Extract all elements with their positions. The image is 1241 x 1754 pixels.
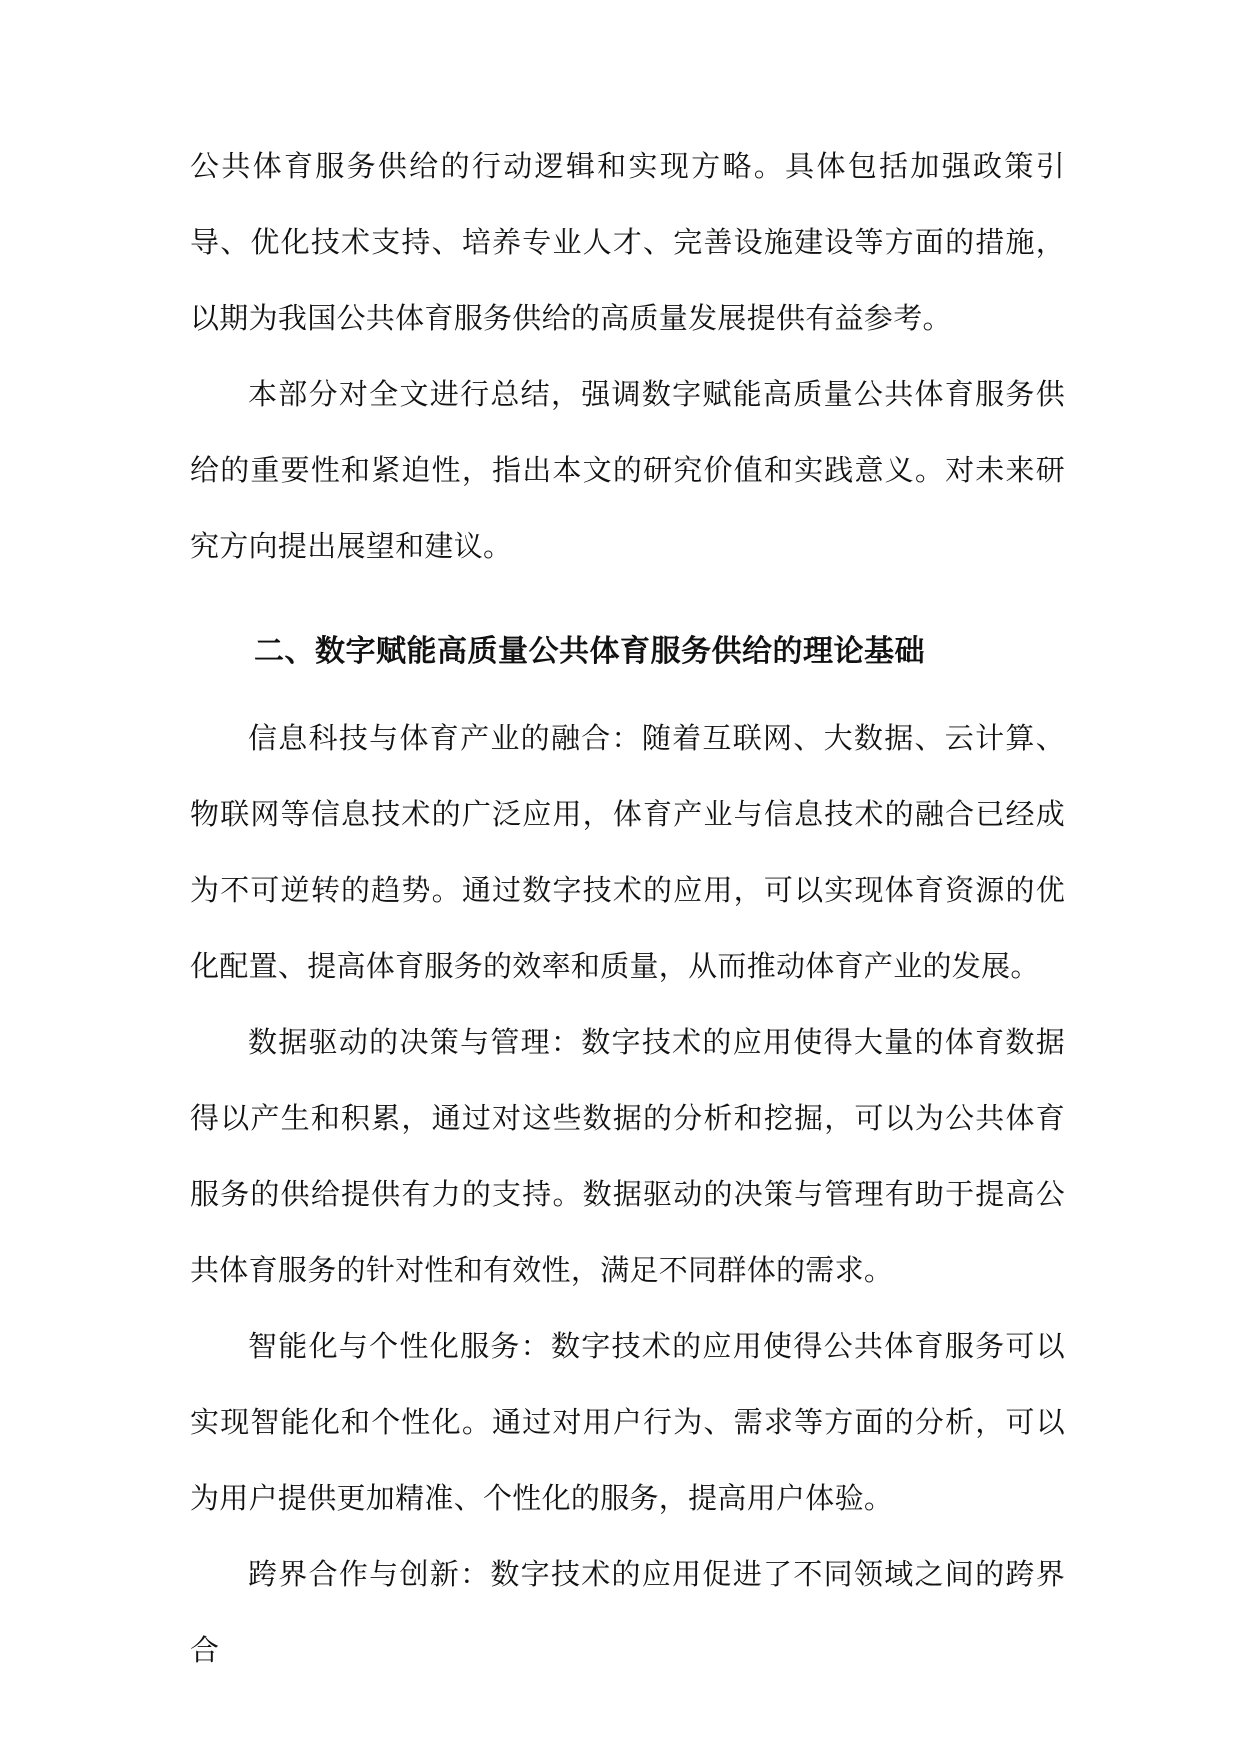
paragraph-intro-continuation: 公共体育服务供给的行动逻辑和实现方略。具体包括加强政策引导、优化技术支持、培养专业人才、完善设施建设等方面的措施，以期为我国公共体育服务供给的高质量发展提供有益参考。 (190, 149, 1065, 335)
document-body (190, 128, 1065, 1688)
paragraph-data-driven: 数据驱动的决策与管理：数字技术的应用使得大量的体育数据得以产生和积累，通过对这些数据的分析和挖掘，可以为公共体育服务的供给提供有力的支持。数据驱动的决策与管理有助于提高公共体育服务的针对性和有效性，满足不同群体的需求。 (190, 1025, 1065, 1287)
paragraph-intelligent-service: 智能化与个性化服务：数字技术的应用使得公共体育服务可以实现智能化和个性化。通过对用户行为、需求等方面的分析，可以为用户提供更加精准、个性化的服务，提高用户体验。 (190, 1329, 1065, 1515)
section-heading: 二、数字赋能高质量公共体育服务供给的理论基础 (254, 634, 925, 669)
paragraph-cross-border: 跨界合作与创新：数字技术的应用促进了不同领域之间的跨界合 (190, 1557, 1065, 1667)
paragraph-summary: 本部分对全文进行总结，强调数字赋能高质量公共体育服务供给的重要性和紧迫性，指出本文的研究价值和实践意义。对未来研究方向提出展望和建议。 (190, 377, 1065, 563)
paragraph-tech-integration: 信息科技与体育产业的融合：随着互联网、大数据、云计算、物联网等信息技术的广泛应用，体育产业与信息技术的融合已经成为不可逆转的趋势。通过数字技术的应用，可以实现体育资源的优化配置、提高体育服务的效率和质量，从而推动体育产业的发展。 (190, 721, 1065, 983)
